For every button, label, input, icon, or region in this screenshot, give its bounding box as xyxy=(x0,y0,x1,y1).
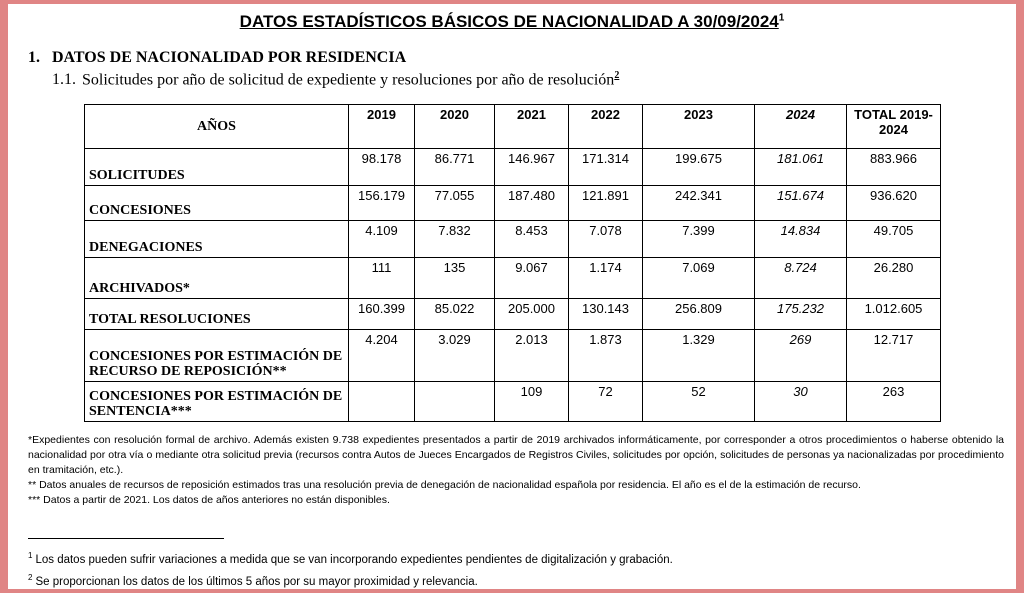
table-cell: 109 xyxy=(495,382,569,422)
table-header-row xyxy=(85,105,941,149)
document-title xyxy=(8,12,1016,32)
table-cell: 1.012.605 xyxy=(847,299,941,330)
table-cell: 4.204 xyxy=(349,330,415,382)
subsection-heading xyxy=(52,70,619,89)
footnote xyxy=(28,569,1004,591)
column-header: 2022 xyxy=(569,105,643,149)
table-row xyxy=(85,299,941,330)
footnote-ref: 2 xyxy=(28,572,33,582)
column-header: 2020 xyxy=(415,105,495,149)
table-cell: 269 xyxy=(755,330,847,382)
table-cell: 146.967 xyxy=(495,149,569,186)
table-cell: 883.966 xyxy=(847,149,941,186)
table-cell: 98.178 xyxy=(349,149,415,186)
section-title: DATOS DE NACIONALIDAD POR RESIDENCIA xyxy=(52,49,407,66)
footnote-ref: 1 xyxy=(28,551,33,560)
table-cell: 199.675 xyxy=(643,149,755,186)
table-notes xyxy=(28,433,1004,508)
table-cell: 171.314 xyxy=(569,149,643,186)
table-cell: 49.705 xyxy=(847,221,941,258)
subsection-title: Solicitudes por año de solicitud de expediente y resoluciones por año de resolución xyxy=(82,71,615,89)
footnote xyxy=(28,547,1004,569)
row-label: TOTAL RESOLUCIONES xyxy=(85,299,349,330)
table-row xyxy=(85,221,941,258)
table-cell: 135 xyxy=(415,258,495,299)
table-row xyxy=(85,149,941,186)
footnotes xyxy=(28,547,1004,591)
table-cell: 26.280 xyxy=(847,258,941,299)
table-cell: 4.109 xyxy=(349,221,415,258)
table-cell: 256.809 xyxy=(643,299,755,330)
note-archivados: *Expedientes con resolución formal de archivo. Además existen 9.738 expedientes presentados a partir de 2019 archivados informáticamente, por corresponder a otros procedimientos o haberse obtenido la nacionalidad por otra vía o mediante otra solicitud previa (recursos contra Autos de Jueces Encargados de Registros Civiles, solicitudes por opción, solicitudes de personas ya nacionalizadas por procedimiento en tramitación, etc.). xyxy=(28,434,1004,476)
table-cell: 187.480 xyxy=(495,186,569,221)
table-cell: 121.891 xyxy=(569,186,643,221)
table-cell: 111 xyxy=(349,258,415,299)
table-cell: 85.022 xyxy=(415,299,495,330)
table-cell: 156.179 xyxy=(349,186,415,221)
table-cell xyxy=(415,382,495,422)
subsection-number: 1.1. xyxy=(52,71,76,89)
table-cell: 86.771 xyxy=(415,149,495,186)
table-cell: 7.832 xyxy=(415,221,495,258)
table-cell: 7.069 xyxy=(643,258,755,299)
row-label: CONCESIONES POR ESTIMACIÓN DE SENTENCIA*** xyxy=(85,382,349,422)
table-row xyxy=(85,186,941,221)
statistics-table xyxy=(84,104,941,422)
table-cell: 3.029 xyxy=(415,330,495,382)
table-corner-label: AÑOS xyxy=(85,105,349,149)
table-row xyxy=(85,258,941,299)
document-title-text: DATOS ESTADÍSTICOS BÁSICOS DE NACIONALIDAD A 30/09/2024 xyxy=(239,12,779,31)
column-header: TOTAL 2019-2024 xyxy=(847,105,941,149)
row-label: SOLICITUDES xyxy=(85,149,349,186)
row-label: CONCESIONES xyxy=(85,186,349,221)
subsection-footnote-ref: 2 xyxy=(614,70,620,81)
table-cell: 936.620 xyxy=(847,186,941,221)
table-cell: 1.174 xyxy=(569,258,643,299)
note-recurso: ** Datos anuales de recursos de reposición estimados tras una resolución previa de denegación de nacionalidad española por residencia. El año es el de la estimación de recurso. xyxy=(28,479,861,491)
table-cell: 151.674 xyxy=(755,186,847,221)
table-cell xyxy=(349,382,415,422)
section-number: 1. xyxy=(28,49,40,66)
section-heading xyxy=(28,49,406,67)
note-sentencia: *** Datos a partir de 2021. Los datos de años anteriores no están disponibles. xyxy=(28,494,390,506)
table-cell: 7.399 xyxy=(643,221,755,258)
table-cell: 1.329 xyxy=(643,330,755,382)
table-cell: 52 xyxy=(643,382,755,422)
document-page xyxy=(8,4,1016,589)
table-cell: 205.000 xyxy=(495,299,569,330)
table-cell: 9.067 xyxy=(495,258,569,299)
footnote-text: Se proporcionan los datos de los últimos 5 años por su mayor proximidad y relevancia. xyxy=(35,575,478,588)
table-cell: 14.834 xyxy=(755,221,847,258)
table-cell: 72 xyxy=(569,382,643,422)
column-header: 2023 xyxy=(643,105,755,149)
footnote-divider xyxy=(28,538,224,539)
title-footnote-ref: 1 xyxy=(778,12,785,24)
table-cell: 175.232 xyxy=(755,299,847,330)
table-cell: 181.061 xyxy=(755,149,847,186)
table-cell: 263 xyxy=(847,382,941,422)
row-label: ARCHIVADOS* xyxy=(85,258,349,299)
table-cell: 8.724 xyxy=(755,258,847,299)
table-cell: 1.873 xyxy=(569,330,643,382)
column-header: 2024 xyxy=(755,105,847,149)
table-cell: 30 xyxy=(755,382,847,422)
footnote-text: Los datos pueden sufrir variaciones a medida que se van incorporando expedientes pendientes de digitalización y grabación. xyxy=(35,553,673,566)
column-header: 2019 xyxy=(349,105,415,149)
table-cell: 160.399 xyxy=(349,299,415,330)
row-label: CONCESIONES POR ESTIMACIÓN DE RECURSO DE REPOSICIÓN** xyxy=(85,330,349,382)
row-label: DENEGACIONES xyxy=(85,221,349,258)
table-row xyxy=(85,330,941,382)
table-cell: 8.453 xyxy=(495,221,569,258)
table-cell: 7.078 xyxy=(569,221,643,258)
table-cell: 242.341 xyxy=(643,186,755,221)
table-row xyxy=(85,382,941,422)
column-header: 2021 xyxy=(495,105,569,149)
table-cell: 77.055 xyxy=(415,186,495,221)
table-cell: 130.143 xyxy=(569,299,643,330)
table-cell: 12.717 xyxy=(847,330,941,382)
table-cell: 2.013 xyxy=(495,330,569,382)
